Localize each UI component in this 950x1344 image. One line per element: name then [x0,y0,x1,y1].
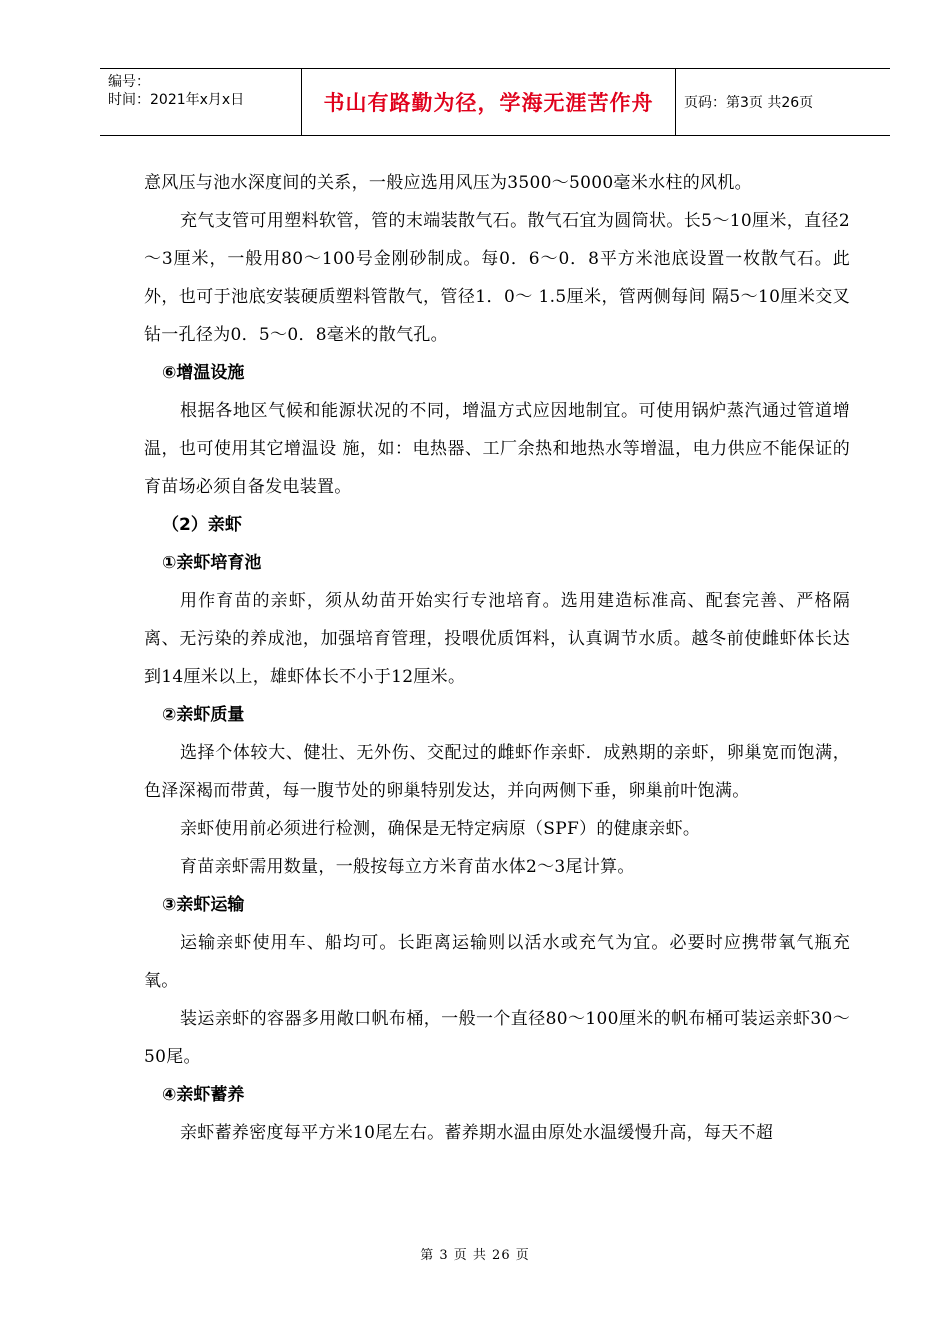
header-page-info: 页码：第3页 共26页 [684,95,814,111]
paragraph: 亲虾使用前必须进行检测，确保是无特定病原（SPF）的健康亲虾。 [180,819,701,839]
document-number-label: 编号： [108,74,150,90]
paragraph: 亲虾蓄养密度每平方米10尾左右。蓄养期水温由原处水温缓慢升高，每天不超 [180,1123,774,1143]
paragraph: 用作育苗的亲虾，须从幼苗开始实行专池培育。选用建造标准高、配套完善、严格隔离、无污染的养成池，加强培育管理，投喂优质饵料，认真调节水质。越冬前使雌虾体长达到14厘米以上，雄虾体长不小于12厘米。 [144,591,850,687]
document-body [144,164,850,1152]
header-meta [100,69,302,135]
section-heading: （2）亲虾 [162,515,242,535]
paragraph: 运输亲虾使用车、船均可。长距离运输则以活水或充气为宜。必要时应携带氧气瓶充氧。 [144,933,850,991]
page-header [100,68,890,136]
section-heading: ④亲虾蓄养 [162,1085,245,1105]
header-motto: 书山有路勤为径，学海无涯苦作舟 [302,69,676,135]
page-footer: 第 3 页 共 26 页 [420,1248,530,1263]
section-heading: ②亲虾质量 [162,705,245,725]
paragraph: 装运亲虾的容器多用敞口帆布桶，一般一个直径80～100厘米的帆布桶可装运亲虾30～50尾。 [144,1009,850,1067]
paragraph: 意风压与池水深度间的关系，一般应选用风压为3500～5000毫米水柱的风机。 [144,173,752,193]
section-heading: ①亲虾培育池 [162,553,262,573]
section-heading: ③亲虾运输 [162,895,245,915]
paragraph: 根据各地区气候和能源状况的不同，增温方式应因地制宜。可使用锅炉蒸汽通过管道增温，也可使用其它增温设 施，如：电热器、工厂余热和地热水等增温，电力供应不能保证的育苗场必须自备发电装置。 [144,401,850,497]
paragraph: 选择个体较大、健壮、无外伤、交配过的雌虾作亲虾．成熟期的亲虾，卵巢宽而饱满，色泽深褐而带黄，每一腹节处的卵巢特别发达，并向两侧下垂，卵巢前叶饱满。 [144,743,850,801]
paragraph: 育苗亲虾需用数量，一般按每立方米育苗水体2～3尾计算。 [180,857,635,877]
section-heading: ⑥增温设施 [162,363,245,383]
document-time: 时间：2021年x月x日 [108,92,245,108]
paragraph: 充气支管可用塑料软管，管的末端装散气石。散气石宜为圆筒状。长5～10厘米，直径2～3厘米，一般用80～100号金刚砂制成。每0．6～0．8平方米池底设置一枚散气石。此外，也可于池底安装硬质塑料管散气，管径1．0～ 1.5厘米，管两侧每间 隔5～10厘米交叉钻一孔径为0．5～0．8毫米的散气孔。 [144,211,850,345]
